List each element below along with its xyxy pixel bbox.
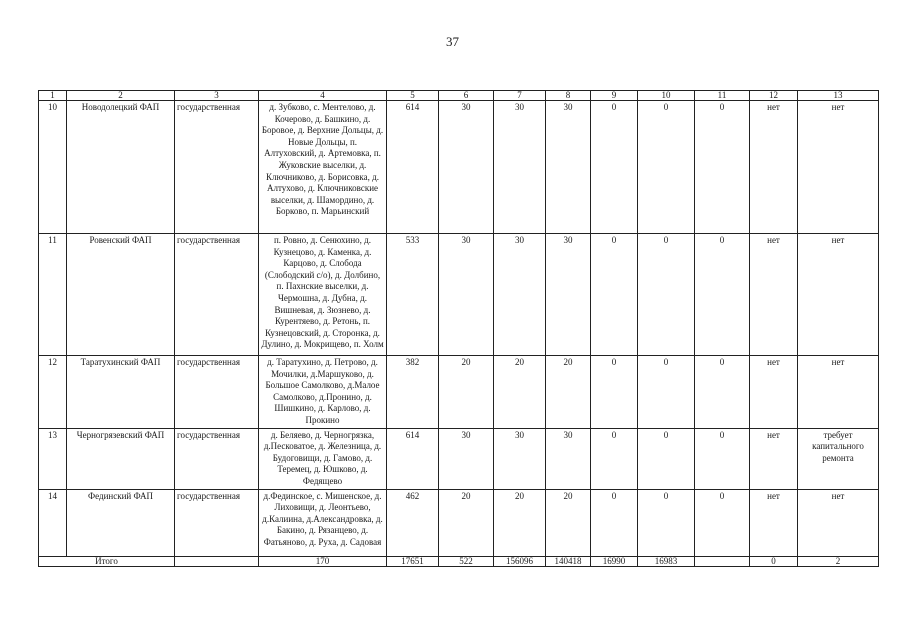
cell-value: нет — [750, 101, 798, 234]
cell-value: 20 — [494, 489, 546, 556]
cell-value: 0 — [695, 428, 750, 489]
table-row — [39, 356, 879, 429]
total-row — [39, 556, 879, 566]
cell-value: нет — [798, 234, 879, 356]
cell-value: 0 — [638, 101, 695, 234]
settlements-list: п. Ровно, д. Сенюхино, д. Кузнецово, д. Каменка, д. Карцово, д. Слобода (Слободский с/о), д. Долбино, п. Пахнские выселки, д. Чермошна, д. Дубна, д. Вишневая, д. Зюзнево, д. Курентяево, д. Ретонь, п. Кузнецовский, д. Сторонка, д. Дулино, д. Мокрищево, п. Холм — [259, 234, 387, 356]
page-number: 37 — [446, 34, 459, 49]
cell-value: 0 — [591, 428, 638, 489]
column-header: 10 — [638, 91, 695, 101]
cell-value: 30 — [439, 234, 494, 356]
cell-value: 0 — [695, 101, 750, 234]
row-number: 12 — [39, 356, 67, 429]
cell-value: 17651 — [387, 556, 439, 566]
cell-value: 30 — [494, 101, 546, 234]
column-header: 13 — [798, 91, 879, 101]
cell-value: нет — [798, 101, 879, 234]
ownership-type: государственная — [175, 101, 259, 234]
cell-value: 30 — [494, 428, 546, 489]
cell-value: 0 — [591, 489, 638, 556]
table-row — [39, 101, 879, 234]
facility-table — [38, 90, 879, 567]
ownership-type: государственная — [175, 356, 259, 429]
cell-value: 140418 — [546, 556, 591, 566]
column-header: 8 — [546, 91, 591, 101]
cell-value: нет — [750, 356, 798, 429]
cell-value: 170 — [259, 556, 387, 566]
cell-value: 156096 — [494, 556, 546, 566]
column-header: 1 — [39, 91, 67, 101]
cell-value: 522 — [439, 556, 494, 566]
table-row — [39, 234, 879, 356]
cell-value: 614 — [387, 428, 439, 489]
cell-value: 0 — [591, 234, 638, 356]
cell-value: 20 — [546, 356, 591, 429]
cell-value: нет — [750, 234, 798, 356]
cell-value: 0 — [695, 489, 750, 556]
cell-value — [175, 556, 259, 566]
ownership-type: государственная — [175, 428, 259, 489]
cell-value: 20 — [439, 356, 494, 429]
cell-value: 16983 — [638, 556, 695, 566]
cell-value: требует капитального ремонта — [798, 428, 879, 489]
settlements-list: д. Беляево, д. Черногрязка, д.Песковатое, д. Железница, д. Будоговищи, д. Гамово, д. Теремец, д. Юшково, д. Федящево — [259, 428, 387, 489]
settlements-list: д.Фединское, с. Мишенское, д. Лиховищи, д. Леонтьево, д.Калиина, д.Александровка, д. Бакино, д. Рязанцево, д. Фатьяново, д. Руха, д. Садовая — [259, 489, 387, 556]
cell-value: нет — [798, 356, 879, 429]
cell-value: 0 — [695, 234, 750, 356]
row-number: 14 — [39, 489, 67, 556]
cell-value: 0 — [638, 356, 695, 429]
facility-name: Новодолецкий ФАП — [67, 101, 175, 234]
column-header: 9 — [591, 91, 638, 101]
facility-name: Ровенский ФАП — [67, 234, 175, 356]
cell-value: нет — [798, 489, 879, 556]
column-header: 11 — [695, 91, 750, 101]
cell-value: 20 — [546, 489, 591, 556]
cell-value: 16990 — [591, 556, 638, 566]
column-header: 4 — [259, 91, 387, 101]
row-number: 11 — [39, 234, 67, 356]
facility-name: Черногрязевский ФАП — [67, 428, 175, 489]
table-row — [39, 489, 879, 556]
cell-value: 382 — [387, 356, 439, 429]
cell-value — [695, 556, 750, 566]
cell-value: 30 — [546, 234, 591, 356]
cell-value: 30 — [439, 101, 494, 234]
cell-value: 0 — [591, 356, 638, 429]
cell-value: 614 — [387, 101, 439, 234]
row-number: 10 — [39, 101, 67, 234]
cell-value: 0 — [638, 489, 695, 556]
settlements-list: д. Зубково, с. Ментелово, д. Кочерово, д. Башкино, д. Боровое, д. Верхние Дольцы, д. Новые Дольцы, п. Алтуховский, д. Артемовка, п. Жуковские выселки, д. Ключниково, д. Борисовка, д. Алтухово, д. Ключниковские выселки, д. Шамордино, д. Борково, п. Марьинский — [259, 101, 387, 234]
cell-value: нет — [750, 489, 798, 556]
column-header: 2 — [67, 91, 175, 101]
ownership-type: государственная — [175, 234, 259, 356]
facility-name: Таратухинский ФАП — [67, 356, 175, 429]
cell-value: 30 — [439, 428, 494, 489]
cell-value: 20 — [494, 356, 546, 429]
cell-value: 30 — [494, 234, 546, 356]
settlements-list: д. Таратухино, д. Петрово, д. Мочилки, д.Маршуково, д. Большое Самолково, д.Малое Самолково, д.Пронино, д. Шишкино, д. Карлово, д. Прокино — [259, 356, 387, 429]
column-header: 3 — [175, 91, 259, 101]
cell-value: 30 — [546, 428, 591, 489]
cell-value: 533 — [387, 234, 439, 356]
table-row — [39, 428, 879, 489]
cell-value: 2 — [798, 556, 879, 566]
cell-value: 0 — [695, 356, 750, 429]
column-header: 6 — [439, 91, 494, 101]
cell-value: 0 — [750, 556, 798, 566]
column-header: 12 — [750, 91, 798, 101]
cell-value: 0 — [591, 101, 638, 234]
cell-value: 30 — [546, 101, 591, 234]
cell-value: 20 — [439, 489, 494, 556]
cell-value: 0 — [638, 428, 695, 489]
column-header: 5 — [387, 91, 439, 101]
column-header: 7 — [494, 91, 546, 101]
column-number-row — [39, 91, 879, 101]
ownership-type: государственная — [175, 489, 259, 556]
facility-name: Фединский ФАП — [67, 489, 175, 556]
total-label: Итого — [39, 556, 175, 566]
cell-value: 0 — [638, 234, 695, 356]
cell-value: 462 — [387, 489, 439, 556]
row-number: 13 — [39, 428, 67, 489]
cell-value: нет — [750, 428, 798, 489]
